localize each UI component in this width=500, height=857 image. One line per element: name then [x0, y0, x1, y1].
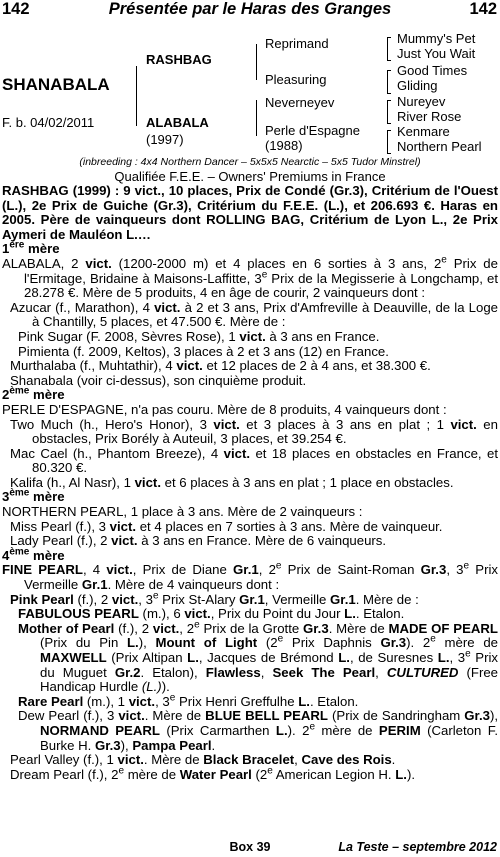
dam-sire: Neverneyev	[265, 95, 335, 110]
produce-entry: Mother of Pearl (f.), 2 vict., 2e Prix de la Grotte Gr.3. Mère de MADE OF PEARL (Prix du Pin L.), Mount of Light (2e Prix Daphnis Gr.3). 2e mère de MAXWELL (Prix Altipan L., Jacques de Brémond L., de Suresnes L., 3e Prix du Muguet Gr.2. Etalon), Flawless, Seek The Pearl, CULTURED (Free Handicap Hurdle (L.)).	[18, 619, 499, 695]
generation-heading: 3ème mère	[2, 488, 65, 505]
dam-name: ALABALA	[146, 115, 209, 130]
generation-heading: 1ère mère	[2, 239, 60, 257]
produce-entry: Pink Pearl (f.), 2 vict., 3e Prix St-Alary Gr.1, Vermeille Gr.1. Mère de :	[10, 590, 419, 607]
produce-entry: Pearl Valley (f.), 1 vict.. Mère de Black Bracelet, Cave des Rois.	[10, 752, 396, 768]
horse-name: SHANABALA	[2, 75, 110, 94]
produce-entry: Kalifa (h., Al Nasr), 1 vict. et 6 places à 3 ans en plat ; 1 place en obstacles.	[10, 474, 454, 490]
dam-dam-year: (1988)	[265, 138, 303, 153]
produce-entry: Dew Pearl (f.), 3 vict.. Mère de BLUE BELL PEARL (Prix de Sandringham Gr.3), NORMAND PEARL (Prix Carmarthen L.). 2e mère de PERIM (Carleton F. Burke H. Gr.3), Pampa Pearl.	[18, 708, 499, 753]
generation-heading: 2ème mère	[2, 385, 65, 403]
granddam-paragraph: PERLE D'ESPAGNE, n'a pas couru. Mère de 8 produits, 4 vainqueurs dont :	[2, 401, 447, 417]
lot-number-right: 142	[469, 0, 497, 18]
dam-paragraph: ALABALA, 2 vict. (1200-2000 m) et 4 places en 6 sorties à 3 ans, 2e Prix de l'Ermitage, Bridaine à Maisons-Laffitte, 3e Prix de la Megisserie à Longchamp, et 28.278 €. Mère de 5 produits, 4 en âge de courir, 2 vainqueurs dont :	[2, 254, 498, 301]
page-title: Présentée par le Haras des Granges	[108, 0, 392, 18]
lot-number: 142	[2, 0, 30, 18]
produce-entry: Dream Pearl (f.), 2e mère de Water Pearl (2e American Legion H. L.).	[10, 765, 415, 782]
inbreeding-line: (inbreeding : 4x4 Northern Dancer – 5x5x5 Nearctic – 5x5 Tudor Minstrel)	[79, 156, 421, 168]
qualification-line: Qualifiée F.E.E. – Owners' Premiums in France	[114, 169, 386, 184]
gen3-5: Nureyev	[397, 94, 446, 109]
gen3-bracket-1	[387, 37, 391, 61]
gen3-7: Kenmare	[397, 124, 450, 139]
page-header	[0, 0, 500, 20]
generation-heading: 4ème mère	[2, 546, 65, 563]
sale-place: La Teste – septembre 2012	[338, 840, 497, 854]
pedigree-notes	[2, 184, 498, 782]
gen3-bracket-4	[387, 130, 391, 154]
produce-entry: Lady Pearl (f.), 2 vict. à 3 ans en France. Mère de 6 vainqueurs.	[10, 533, 387, 549]
gen1-bracket	[136, 66, 137, 126]
produce-entry: Azucar (f., Marathon), 4 vict. à 2 et 3 ans, Prix d'Amfreville à Deauville, de la Loge à Chantilly, 5 places, et 47.500 €. Mère de :	[10, 299, 498, 330]
gen3-8: Northern Pearl	[397, 139, 482, 154]
produce-entry: Shanabala (voir ci-dessus), son cinquième produit.	[10, 372, 307, 388]
produce-entry: FABULOUS PEARL (m.), 6 vict., Prix du Point du Jour L.. Etalon.	[18, 606, 405, 622]
page-footer	[0, 840, 500, 857]
dam-year: (1997)	[146, 132, 184, 147]
third-dam-paragraph: NORTHERN PEARL, 1 place à 3 ans. Mère de 2 vainqueurs :	[2, 504, 363, 520]
produce-entry: Pimienta (f. 2009, Keltos), 3 places à 2 et 3 ans (12) en France.	[18, 343, 389, 359]
produce-entry: Miss Pearl (f.), 3 vict. et 4 places en 7 sorties à 3 ans. Mère de vainqueur.	[10, 518, 443, 534]
produce-entry: Murthalaba (f., Muhtathir), 4 vict. et 12 places de 2 à 4 ans, et 38.300 €.	[10, 358, 431, 374]
horse-info: F. b. 04/02/2011	[2, 115, 95, 130]
gen3-bracket-3	[387, 100, 391, 124]
gen3-2: Just You Wait	[397, 46, 476, 61]
dam-dam: Perle d'Espagne	[265, 123, 360, 138]
produce-entry: Two Much (h., Hero's Honor), 3 vict. et 3 places à 3 ans en plat ; 1 vict. en obstacles, Prix Borély à Auteuil, 3 places, et 39.254 €.	[10, 416, 498, 447]
produce-entry: Rare Pearl (m.), 1 vict., 3e Prix Henri Greffulhe L.. Etalon.	[18, 692, 359, 709]
sire-sire: Reprimand	[265, 36, 329, 51]
gen3-1: Mummy's Pet	[397, 31, 476, 46]
fourth-dam-paragraph: FINE PEARL, 4 vict., Prix de Diane Gr.1, 2e Prix de Saint-Roman Gr.3, 3e Prix Vermeille Gr.1. Mère de 4 vainqueurs dont :	[2, 561, 498, 593]
produce-entry: Pink Sugar (F. 2008, Sèvres Rose), 1 vict. à 3 ans en France.	[18, 328, 380, 344]
produce-entry: Mac Cael (h., Phantom Breeze), 4 vict. et 18 places en obstacles en France, et 80.320 €.	[10, 445, 498, 476]
gen3-6: River Rose	[397, 109, 462, 124]
sire-dam: Pleasuring	[265, 72, 327, 87]
gen3-4: Gliding	[397, 78, 438, 93]
box-number: Box 39	[229, 840, 271, 854]
gen2-bracket-dam	[256, 100, 257, 136]
gen3-bracket-2	[387, 70, 391, 94]
gen2-bracket-sire	[256, 44, 257, 80]
gen3-3: Good Times	[397, 63, 468, 78]
sire-paragraph: RASHBAG (1999) : 9 vict., 10 places, Prix de Condé (Gr.3), Critérium de l'Ouest (L.), 2e Prix de Guiche (Gr.3), Critérium du F.E.E. (L.), et 206.693 €. Haras en 2005. Père de vainqueurs dont ROLLING BAG, Critérium de Lyon L., 2e Prix Aymeri de Mauléon L.…	[2, 183, 498, 242]
sire-name: RASHBAG	[146, 52, 212, 67]
